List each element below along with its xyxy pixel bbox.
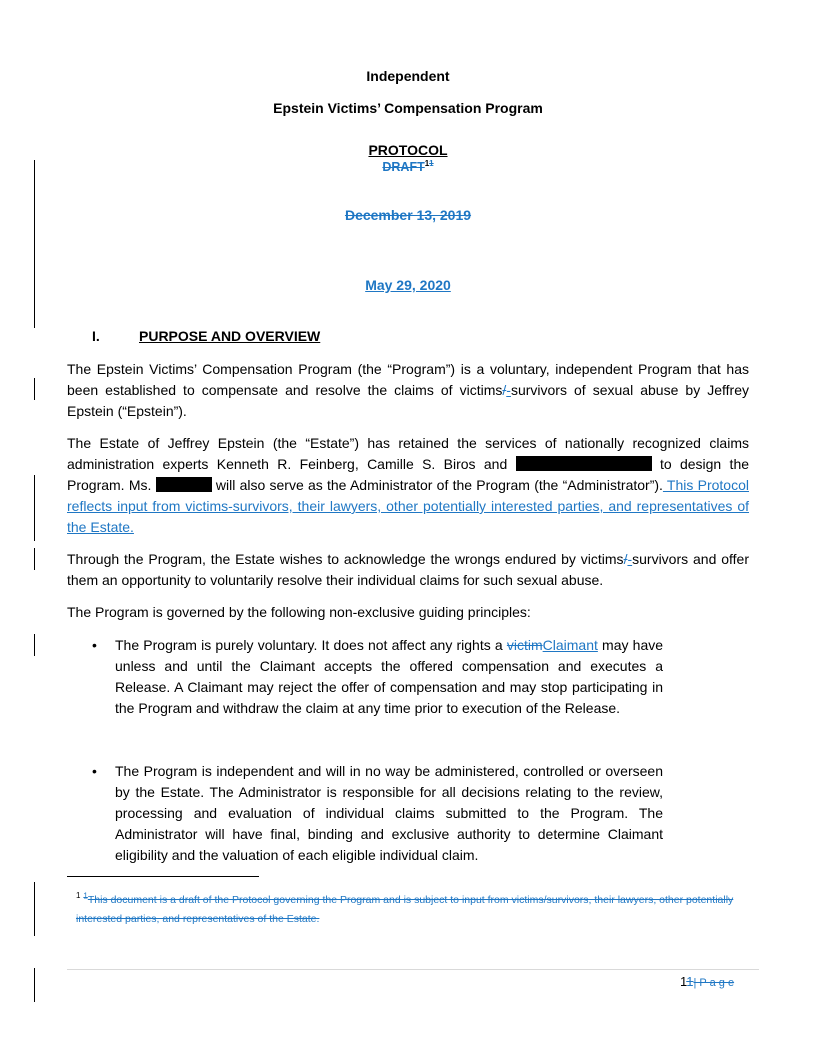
title-independent: Independent [366,68,450,84]
redaction-block [516,456,652,471]
footnote-deleted-text [76,891,734,925]
paragraph-text: survivors of sexual abuse by Jeffrey Epstein (“Epstein”). [67,382,749,419]
page-number-current: 1 [680,974,687,989]
bullet-independent: The Program is independent and will in no way be administered, controlled or overseen by the Estate. The Administrator is responsible for all decisions relating to the review, processing and evaluation of individual claims submitted to the Program. The Administrator will have final, binding and exclusive authority to determine Claimant eligibility and the valuation of each eligible individual claim. [115,763,663,863]
paragraph-acknowledge [67,549,749,591]
footnote-separator [67,876,259,877]
paragraph-intro [67,359,749,422]
bullet-text: may have unless and until the Claimant accepts the offered compensation and executes a Release. A Claimant may reject the offer of compensation and may stop participating in the Program and withdraw the claim at any time prior to execution of the Release. [115,637,664,716]
inserted-sentence: This Protocol reflects input from victims-survivors, their lawyers, other potentially interested parties, and representatives of the Estate. [67,477,749,535]
paragraph-text: to design the Program. Ms. [67,456,750,493]
draft-deleted: DRAFT [382,160,425,175]
change-bar [34,634,35,656]
new-date [0,277,816,293]
footnote-text: This document is a draft of the Protocol governing the Program and is subject to input from victims/survivors, their lawyers, other potentially interested parties, and representatives of the Estate. [76,893,734,925]
deleted-slash: / [623,551,628,567]
footnote-marker: 1 [76,891,81,900]
change-bar [34,378,35,400]
footnote [76,886,756,929]
section-number: I. [92,328,100,344]
title-program-name: Epstein Victims’ Compensation Program [273,100,543,116]
title-protocol: PROTOCOL [368,142,448,158]
change-bar [34,968,35,1002]
paragraph-text: survivors and offer them an opportunity to voluntarily resolve their individual claims for such sexual abuse. [67,551,750,588]
old-date-deleted: December 13, 2019 [344,207,472,223]
bullet-icon: • [92,637,97,653]
paragraph-text: The Epstein Victims’ Compensation Program (the “Program”) is a voluntary, independent Program that has been established to compensate and resolve the claims of victims [67,361,749,398]
paragraph-estate [67,433,749,538]
inserted-word: Claimant [542,637,598,653]
deleted-word: victim [506,637,543,653]
new-date-inserted: May 29, 2020 [365,277,451,293]
change-bar [34,548,35,570]
footnote-ref: 1 [424,159,430,168]
footnote-ref-deleted: 1 [429,159,434,168]
draft-line [0,159,816,174]
paragraph-text: will also serve as the Administrator of the Program (the “Administrator”). [215,477,663,493]
paragraph-text: Through the Program, the Estate wishes to acknowledge the wrongs endured by victims [67,551,624,567]
change-bar [34,160,35,328]
section-heading: PURPOSE AND OVERVIEW [139,328,321,344]
footer-rule [67,969,759,970]
footnote-marker-deleted: 1 [83,891,88,900]
page-number-deleted: 1 [686,974,694,989]
inserted-hyphen: - [627,551,633,567]
deleted-slash: / [502,382,507,398]
inserted-hyphen: - [506,382,511,398]
paragraph-text: The Estate of Jeffrey Epstein (the “Estate”) has retained the services of nationally recognized claims administration experts Kenneth R. Feinberg, Camille S. Biros and [67,435,749,472]
bullet-voluntary [115,635,663,719]
bullet-text: The Program is purely voluntary. It does not affect any rights a [115,637,503,653]
redaction-block [156,477,212,492]
change-bar [34,882,35,936]
paragraph-principles: The Program is governed by the following non-exclusive guiding principles: [67,604,531,620]
change-bar [34,475,35,541]
page-number [680,974,734,989]
page-label-deleted: | P a g e [693,977,735,989]
old-date [0,207,816,223]
bullet-icon: • [92,763,97,779]
